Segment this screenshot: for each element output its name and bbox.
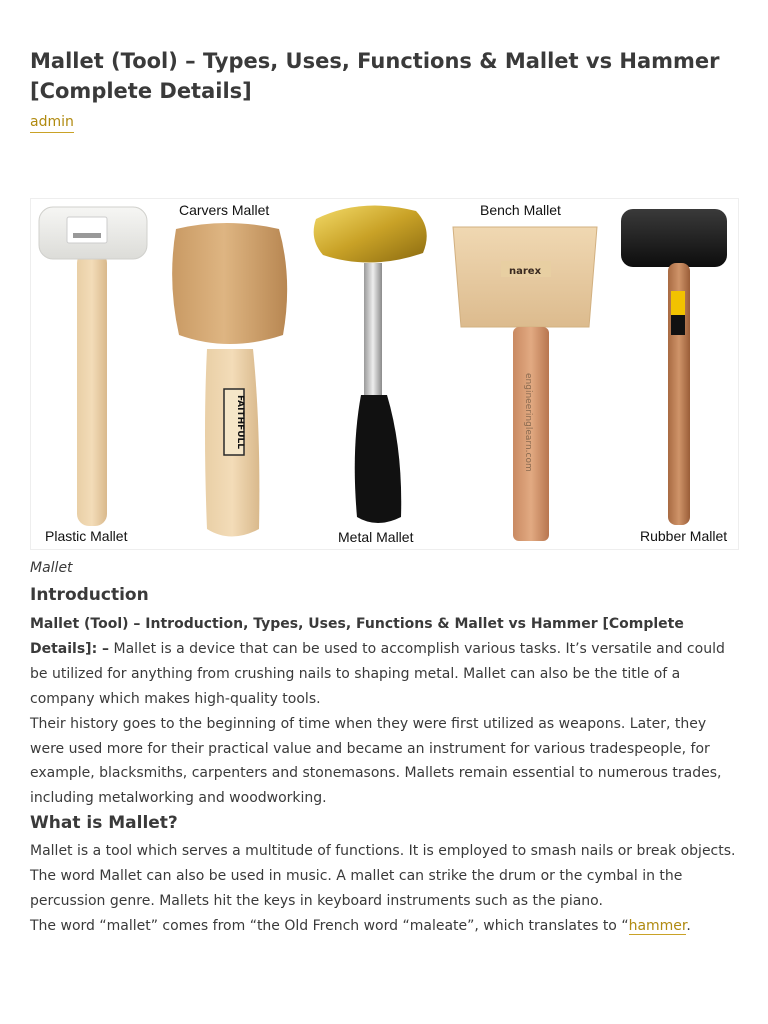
label-metal-mallet: Metal Mallet	[338, 529, 414, 545]
what-paragraph-2	[30, 914, 742, 939]
label-carvers-mallet: Carvers Mallet	[179, 202, 270, 218]
image-watermark: engineeringlearn.com	[523, 373, 533, 472]
rubber-mallet	[621, 209, 727, 525]
what-paragraph-2-text: The word “mallet” comes from “the Old French word “maleate”, which translates to “	[30, 917, 629, 934]
image-caption: Mallet	[30, 560, 73, 576]
what-is-mallet-body	[30, 839, 742, 939]
what-paragraph-2-end: .	[686, 917, 691, 934]
what-paragraph-1: Mallet is a tool which serves a multitude of functions. It is employed to smash nails or break objects. The word Mallet can also be used in music. A mallet can strike the drum or the cymbal in the percussion genre. Mallets hit the keys in keyboard instruments such as the piano.	[30, 843, 736, 909]
section-heading-introduction: Introduction	[30, 585, 149, 605]
mallet-types-image	[30, 198, 739, 550]
intro-paragraph-2: Their history goes to the beginning of time when they were first utilized as weapons. Later, they were used more for their practical value and became an instrument for various tradespeople, for example, blacksmiths, carpenters and stonemasons. Mallets remain essential to numerous trades, including metalworking and woodworking.	[30, 715, 722, 807]
introduction-body	[30, 612, 742, 811]
narex-brand: narex	[509, 266, 542, 277]
mallet-illustration	[31, 199, 738, 549]
plastic-mallet	[39, 207, 147, 526]
label-plastic-mallet: Plastic Mallet	[45, 528, 128, 544]
article-title: Mallet (Tool) – Types, Uses, Functions & Mallet vs Hammer [Complete Details]	[30, 49, 720, 103]
label-rubber-mallet: Rubber Mallet	[640, 528, 728, 544]
intro-lead-text: Mallet is a device that can be used to accomplish various tasks. It’s versatile and could be utilized for anything from crushing nails to shaping metal. Mallet can also be the title of a company which makes high-quality tools.	[30, 640, 725, 707]
metal-mallet	[314, 206, 427, 523]
faithfull-brand: FAITHFULL	[235, 395, 245, 450]
section-heading-what-is-mallet: What is Mallet?	[30, 813, 178, 833]
hammer-link[interactable]: hammer	[628, 917, 687, 934]
intro-lead-bold: Mallet (Tool) – Introduction, Types, Uses, Functions & Mallet vs Hammer [Complete Details]: –	[30, 616, 684, 657]
author-link[interactable]: admin	[30, 112, 74, 133]
carvers-mallet	[172, 223, 287, 537]
label-bench-mallet: Bench Mallet	[480, 202, 561, 218]
intro-paragraph-1	[30, 612, 742, 712]
